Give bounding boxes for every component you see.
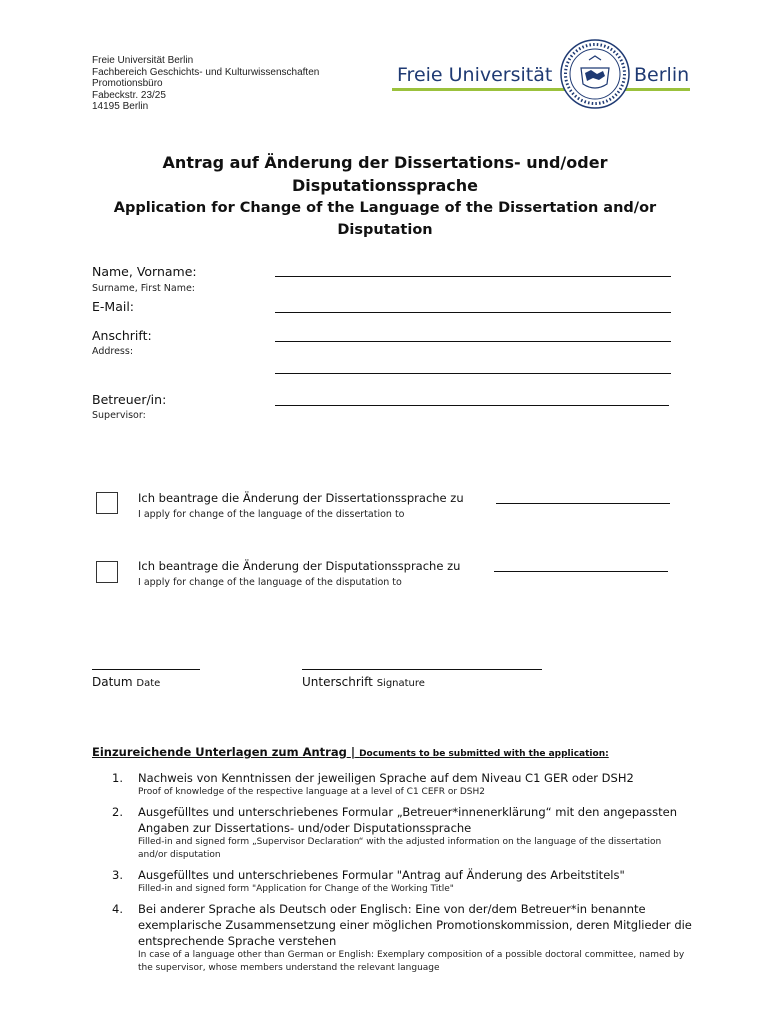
list-item-number: 3. — [112, 868, 123, 882]
address-field-line1[interactable] — [275, 341, 671, 342]
list-item-text-de: Ausgefülltes und unterschriebenes Formular „Betreuer*innenerklärung“ mit den angepassten Angaben zur Dissertations- und/oder Disputationssprache — [138, 805, 678, 835]
date-label-en: Date — [136, 678, 161, 689]
logo-green-bar — [392, 88, 690, 91]
name-sublabel: Surname, First Name: — [92, 283, 196, 294]
list-item-number: 1. — [112, 771, 123, 785]
date-field[interactable] — [92, 669, 200, 670]
list-item-number: 4. — [112, 902, 123, 916]
supervisor-field[interactable] — [275, 405, 669, 406]
date-label-de: Datum — [92, 675, 133, 689]
title-german — [0, 151, 770, 197]
university-seal-icon — [559, 38, 631, 110]
supervisor-label: Betreuer/in: — [92, 392, 167, 407]
signature-field[interactable] — [302, 669, 542, 670]
list-item — [112, 901, 692, 978]
requirements-heading — [92, 745, 609, 759]
email-label: E-Mail: — [92, 299, 135, 314]
name-field[interactable] — [275, 276, 671, 277]
list-item — [112, 770, 692, 802]
dissertation-language-field[interactable] — [496, 503, 670, 504]
list-item — [112, 867, 692, 899]
logo-text-right: Berlin — [634, 64, 690, 86]
list-item-text-en: Filled-in and signed form „Supervisor Declaration“ with the adjusted information on the language of the dissertation and/or disputation — [138, 837, 662, 860]
requirements-list — [112, 770, 692, 980]
supervisor-sublabel: Supervisor: — [92, 410, 146, 421]
address-line: Freie Universität Berlin — [92, 55, 194, 66]
signature-label — [302, 675, 425, 689]
signature-label-de: Unterschrift — [302, 675, 373, 689]
university-logo — [392, 38, 690, 128]
address-line: 14195 Berlin — [92, 101, 149, 113]
list-item-text-de: Bei anderer Sprache als Deutsch oder Englisch: Eine von der/dem Betreuer*in benannte exemplarische Zusammensetzung einer möglichen Promotionskommission, deren Mitglieder die entsprechende Sprache verstehen — [138, 902, 692, 948]
requirements-heading-en: Documents to be submitted with the application: — [359, 749, 609, 759]
dissertation-language-sublabel: I apply for change of the language of the dissertation to — [138, 509, 405, 520]
title-german-line1: Antrag auf Änderung der Dissertations- und/oder — [162, 153, 608, 172]
title-english-line1: Application for Change of the Language of the Dissertation and/or — [113, 200, 657, 216]
list-item-text-en: In case of a language other than German or English: Exemplary composition of a possible doctoral committee, named by the supervisor, whose members understand the relevant language — [138, 950, 685, 973]
requirements-separator: | — [350, 745, 356, 759]
address-field-line2[interactable] — [275, 373, 671, 374]
title-english-line2: Disputation — [337, 222, 433, 238]
dissertation-language-checkbox[interactable] — [96, 492, 118, 514]
requirements-heading-de: Einzureichende Unterlagen zum Antrag — [92, 745, 347, 759]
address-line: Fabeckstr. 23/25 — [92, 89, 166, 101]
address-line: Promotionsbüro — [92, 78, 163, 90]
disputation-language-sublabel: I apply for change of the language of the disputation to — [138, 577, 402, 588]
address-label: Anschrift: — [92, 328, 152, 343]
list-item-text-en: Proof of knowledge of the respective language at a level of C1 CEFR or DSH2 — [138, 787, 486, 797]
list-item-text-de: Ausgefülltes und unterschriebenes Formular "Antrag auf Änderung des Arbeitstitels" — [138, 868, 625, 882]
date-label — [92, 675, 160, 689]
disputation-language-label: Ich beantrage die Änderung der Disputationssprache zu — [138, 559, 461, 573]
address-sublabel: Address: — [92, 346, 134, 357]
dissertation-language-label: Ich beantrage die Änderung der Dissertationssprache zu — [138, 491, 464, 505]
list-item-number: 2. — [112, 805, 123, 819]
disputation-language-checkbox[interactable] — [96, 561, 118, 583]
email-field[interactable] — [275, 312, 671, 313]
disputation-language-field[interactable] — [494, 571, 668, 572]
title-english — [0, 197, 770, 241]
address-line: Fachbereich Geschichts- und Kulturwissenschaften — [92, 66, 320, 78]
logo-text-left: Freie Universität — [397, 64, 553, 86]
list-item-text-en: Filled-in and signed form "Application for Change of the Working Title" — [138, 884, 454, 894]
sender-address — [92, 55, 319, 113]
title-german-line2: Disputationssprache — [291, 176, 478, 195]
signature-label-en: Signature — [376, 678, 425, 689]
list-item — [112, 804, 692, 865]
name-label: Name, Vorname: — [92, 264, 197, 279]
list-item-text-de: Nachweis von Kenntnissen der jeweiligen Sprache auf dem Niveau C1 GER oder DSH2 — [138, 771, 634, 785]
